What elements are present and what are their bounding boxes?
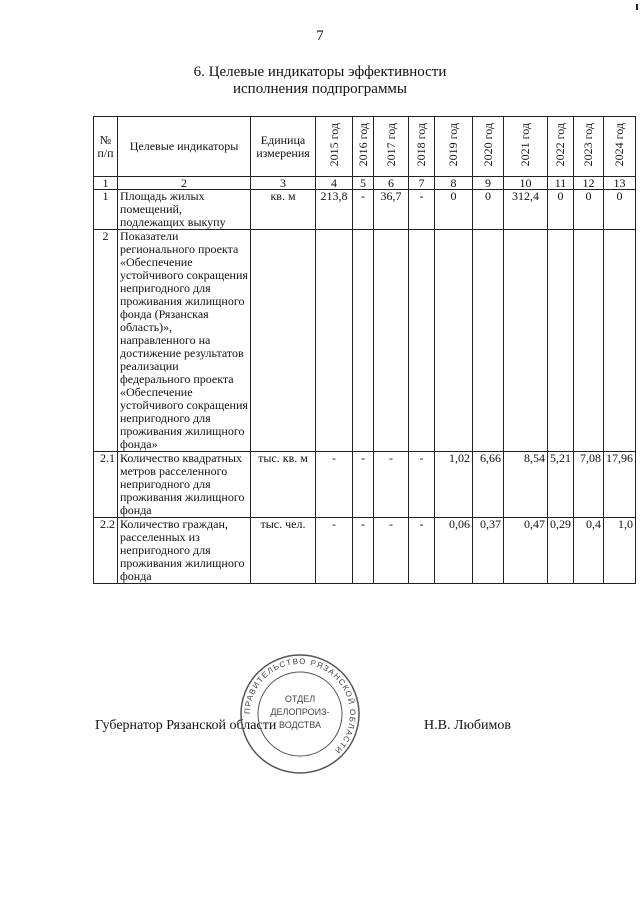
column-number: 6 [374, 177, 409, 190]
header-year-label: 2017 год [383, 123, 398, 167]
row-value [473, 230, 504, 452]
row-value [316, 230, 353, 452]
indicators-table [93, 116, 636, 584]
row-value: 213,8 [316, 190, 353, 230]
row-value: 0,47 [504, 518, 548, 584]
row-value [504, 230, 548, 452]
section-title-line-2: исполнения подпрограммы [232, 81, 408, 97]
header-year-label: 2022 год [553, 123, 567, 167]
row-num: 2.2 [94, 518, 118, 584]
row-value: 0 [604, 190, 636, 230]
row-value [374, 230, 409, 452]
row-value [353, 230, 374, 452]
office-stamp [238, 652, 362, 776]
table-row [94, 230, 636, 452]
row-value: 8,54 [504, 452, 548, 518]
row-value: 0,37 [473, 518, 504, 584]
row-value: 0 [574, 190, 604, 230]
column-number: 11 [548, 177, 574, 190]
row-indicator-name: Площадь жилых помещений, подлежащих выкупу [118, 190, 251, 230]
header-year-label: 2015 год [326, 123, 341, 167]
section-title-line-1: 6. Целевые индикаторы эффективности [193, 64, 447, 80]
row-num: 2.1 [94, 452, 118, 518]
row-num: 2 [94, 230, 118, 452]
header-year [604, 117, 636, 177]
scan-mark [636, 4, 638, 10]
row-value [604, 230, 636, 452]
header-year [435, 117, 473, 177]
column-numbers-row [94, 177, 636, 190]
column-number: 8 [435, 177, 473, 190]
row-value: 0 [548, 190, 574, 230]
header-year-label: 2024 год [612, 123, 626, 167]
column-number: 7 [409, 177, 435, 190]
header-year-label: 2023 год [581, 123, 595, 167]
row-value: - [316, 452, 353, 518]
row-value [409, 230, 435, 452]
header-year [409, 117, 435, 177]
stamp-center-line: ОТДЕЛ [284, 694, 316, 704]
row-num: 1 [94, 190, 118, 230]
row-value: 0,06 [435, 518, 473, 584]
row-unit [251, 230, 316, 452]
header-year-label: 2019 год [446, 123, 460, 167]
header-year-label: 2020 год [480, 123, 495, 167]
stamp-center-line: ДЕЛОПРОИЗ- [270, 707, 330, 717]
signature-name: Н.В. Любимов [424, 718, 511, 733]
row-value: - [374, 518, 409, 584]
row-value: - [353, 518, 374, 584]
section-title [0, 64, 640, 98]
row-value: 7,08 [574, 452, 604, 518]
row-value: 36,7 [374, 190, 409, 230]
header-year [353, 117, 374, 177]
column-number: 5 [353, 177, 374, 190]
row-value: 5,21 [548, 452, 574, 518]
row-value: - [316, 518, 353, 584]
row-value: 6,66 [473, 452, 504, 518]
table-row [94, 190, 636, 230]
column-number: 9 [473, 177, 504, 190]
row-value [574, 230, 604, 452]
row-value [548, 230, 574, 452]
page-number: 7 [316, 28, 324, 44]
column-number: 10 [504, 177, 548, 190]
header-indicator: Целевые индикаторы [118, 117, 251, 177]
row-unit: тыс. кв. м [251, 452, 316, 518]
header-unit: Единица измерения [251, 117, 316, 177]
header-year [548, 117, 574, 177]
row-value: - [374, 452, 409, 518]
header-year [473, 117, 504, 177]
header-year [316, 117, 353, 177]
row-value: 1,0 [604, 518, 636, 584]
row-value: 1,02 [435, 452, 473, 518]
row-value: 0,4 [574, 518, 604, 584]
row-value: - [353, 452, 374, 518]
row-indicator-name: Количество граждан, расселенных из непригодного для проживания жилищного фонда [118, 518, 251, 584]
row-value: - [409, 518, 435, 584]
header-year [504, 117, 548, 177]
header-year [374, 117, 409, 177]
column-number: 3 [251, 177, 316, 190]
row-unit: тыс. чел. [251, 518, 316, 584]
row-value [435, 230, 473, 452]
column-number: 4 [316, 177, 353, 190]
stamp-center-line: ВОДСТВА [278, 720, 322, 730]
column-number: 1 [94, 177, 118, 190]
row-unit: кв. м [251, 190, 316, 230]
column-number: 2 [118, 177, 251, 190]
header-year-label: 2016 год [355, 123, 370, 167]
header-row [94, 117, 636, 177]
row-value: 17,96 [604, 452, 636, 518]
stamp-ring-text: ПРАВИТЕЛЬСТВО РЯЗАНСКОЙ ОБЛАСТИ [242, 656, 358, 756]
header-num: № п/п [94, 117, 118, 177]
row-value: 0 [435, 190, 473, 230]
row-value: - [409, 190, 435, 230]
row-value: - [409, 452, 435, 518]
header-year [574, 117, 604, 177]
header-year-label: 2021 год [518, 123, 532, 167]
row-value: - [353, 190, 374, 230]
row-indicator-name: Количество квадратных метров расселенного непригодного для проживания жилищного фонда [118, 452, 251, 518]
row-value: 312,4 [504, 190, 548, 230]
signature-position: Губернатор Рязанской области [95, 718, 277, 733]
header-year-label: 2018 год [414, 123, 428, 167]
column-number: 12 [574, 177, 604, 190]
row-indicator-name: Показатели регионального проекта «Обеспечение устойчивого сокращения непригодного для проживания жилищного фонда (Рязанская область)», направленного на достижение результатов реализации федерального проекта «Обеспечение устойчивого сокращения непригодного для проживания жилищного фонда» [118, 230, 251, 452]
table-row [94, 518, 636, 584]
column-number: 13 [604, 177, 636, 190]
row-value: 0 [473, 190, 504, 230]
row-value: 0,29 [548, 518, 574, 584]
table-row [94, 452, 636, 518]
